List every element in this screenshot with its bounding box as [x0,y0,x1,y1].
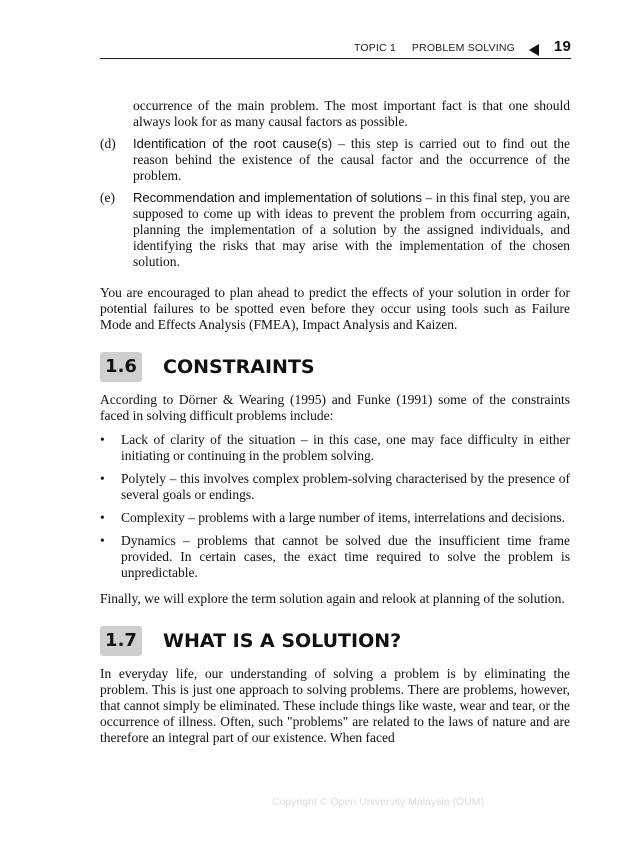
triangle-left-icon [529,44,539,56]
section-number: 1.7 [100,626,142,656]
step-description: – in this final step, you are supposed to come up with ideas to prevent the problem from occurring again, planning the implementation of a solution by the assigned individuals, and identifying the risks that may arise with the implementation of the chosen solution. [133,190,570,269]
continuation-paragraph: occurrence of the main problem. The most important fact is that one should always look for as many causal factors as possible. [133,98,570,129]
bullet-icon: • [100,510,105,525]
section-title: CONSTRAINTS [163,356,315,378]
header-subject: PROBLEM SOLVING [411,42,515,54]
list-item-text: Complexity – problems with a large number of items, interrelations and decisions. [121,510,566,525]
header-topic: TOPIC 1 [353,42,396,54]
list-item-text: Dynamics – problems that cannot be solved due the insufficient time frame provided. In certain cases, the exact time required to solve the problem is unpredictable. [121,533,570,580]
list-item [100,533,570,581]
step-label: (e) [100,190,115,205]
step-item-e [100,190,570,270]
bullet-icon: • [100,533,105,548]
step-description: – this step is carried out to find out the reason behind the existence of the causal factor and the occurrence of the problem. [133,136,570,183]
step-term: Recommendation and implementation of solutions [133,190,422,205]
list-item [100,471,570,503]
section-title: WHAT IS A SOLUTION? [163,630,402,652]
page-number: 19 [553,38,571,55]
bullet-icon: • [100,471,105,486]
constraints-intro: According to Dörner & Wearing (1995) and Funke (1991) some of the constraints faced in solving difficult problems include: [100,392,570,423]
section-heading-constraints [100,350,570,384]
step-text [133,190,570,270]
list-item [100,432,570,464]
step-text [133,136,570,184]
section-heading-solution [100,624,570,658]
step-term: Identification of the root cause(s) [133,136,333,151]
section-number: 1.6 [100,352,142,382]
step-label: (d) [100,136,116,151]
copyright-watermark: Copyright © Open University Malaysia (OUM) [272,796,484,808]
constraints-closing: Finally, we will explore the term solution again and relook at planning of the solution. [100,591,565,606]
constraints-list [100,432,570,581]
step-item-d [100,136,570,184]
list-item-text: Lack of clarity of the situation – in this case, one may face difficulty in either initiating or continuing in the problem solving. [121,432,570,463]
page-header [100,40,571,59]
bullet-icon: • [100,432,105,447]
encourage-paragraph: You are encouraged to plan ahead to predict the effects of your solution in order for potential failures to be spotted even before they occur using tools such as Failure Mode and Effects Analysis (FMEA), Impact Analysis and Kaizen. [100,285,570,332]
list-item-text: Polytely – this involves complex problem-solving characterised by the presence of several goals or endings. [121,471,570,502]
solution-paragraph: In everyday life, our understanding of solving a problem is by eliminating the problem. This is just one approach to solving problems. There are problems, however, that cannot simply be eliminated. These include things like waste, wear and tear, or the occurrence of illness. Often, such "problems" are related to the laws of nature and are therefore an integral part of our existence. When faced [100,666,570,745]
list-item [100,510,570,526]
page-body [100,98,570,746]
